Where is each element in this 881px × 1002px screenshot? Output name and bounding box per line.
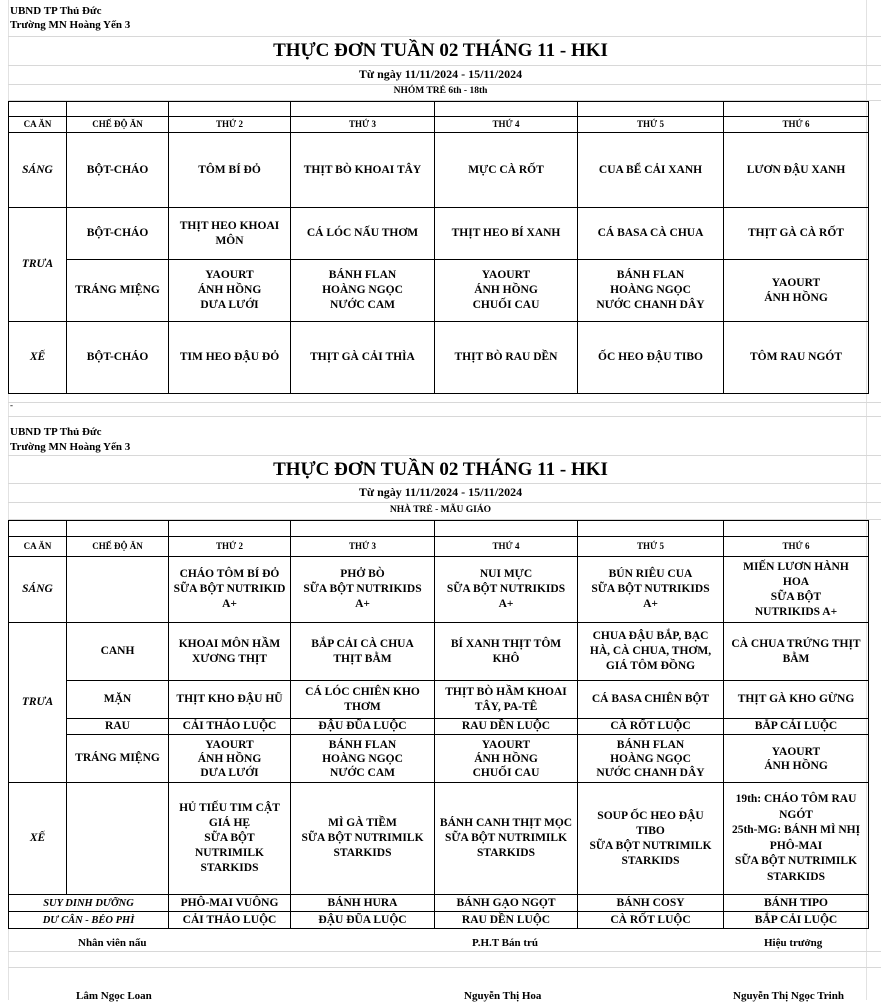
- menu-cell: KHOAI MÔN HẦM XƯƠNG THỊT: [169, 623, 291, 681]
- diet-label: RAU: [67, 719, 169, 735]
- gridline: [8, 36, 881, 37]
- gridline: [8, 416, 881, 417]
- menu-cell: BÁNH COSY: [578, 895, 724, 912]
- diet-label: SUY DINH DƯỠNG: [9, 895, 169, 912]
- menu-cell: BẮP CẢI LUỘC: [724, 719, 869, 735]
- table-row: [9, 322, 869, 394]
- menu-cell: CẢI THẢO LUỘC: [169, 719, 291, 735]
- gridline: [8, 65, 881, 66]
- diet-label: TRÁNG MIỆNG: [67, 735, 169, 783]
- diet-label: CANH: [67, 623, 169, 681]
- menu-cell: THỊT GÀ CẢI THÌA: [291, 322, 435, 394]
- menu-cell: SOUP ỐC HEO ĐẬU TIBO SỮA BỘT NUTRIMILK STARKIDS: [578, 783, 724, 895]
- menu-cell: CÀ RỐT LUỘC: [578, 719, 724, 735]
- table-row: [9, 681, 869, 719]
- menu-cell: THỊT HEO KHOAI MÔN: [169, 208, 291, 260]
- menu-cell: TIM HEO ĐẬU ĐỎ: [169, 322, 291, 394]
- menu-cell: MỰC CÀ RỐT: [435, 133, 578, 208]
- table-row: [9, 521, 869, 537]
- gridline: [8, 951, 881, 952]
- table-row: [9, 102, 869, 117]
- col-header: CA ĂN: [9, 117, 67, 133]
- meal-label: TRƯA: [9, 208, 67, 322]
- table-row: [9, 735, 869, 783]
- menu-cell: YAOURT ÁNH HỒNG CHUỐI CAU: [435, 260, 578, 322]
- menu-cell: BÁNH CANH THỊT MỌC SỮA BỘT NUTRIMILK STARKIDS: [435, 783, 578, 895]
- gridline: [8, 967, 881, 968]
- menu-cell: BÁNH GẠO NGỌT: [435, 895, 578, 912]
- diet-label: BỘT-CHÁO: [67, 322, 169, 394]
- menu-cell: BÁNH TIPO: [724, 895, 869, 912]
- school-name: Trường MN Hoàng Yến 3: [10, 19, 131, 31]
- col-header: THỨ 4: [435, 117, 578, 133]
- table-row: [9, 557, 869, 623]
- menu-cell: BÁNH FLAN HOÀNG NGỌC NƯỚC CHANH DÂY: [578, 260, 724, 322]
- menu-cell: YAOURT ÁNH HỒNG CHUỐI CAU: [435, 735, 578, 783]
- principal-title: Hiệu trưởng: [764, 937, 823, 949]
- menu-cell: YAOURT ÁNH HỒNG DƯA LƯỚI: [169, 260, 291, 322]
- menu-cell: CUA BỂ CẢI XANH: [578, 133, 724, 208]
- menu-cell: CẢI THẢO LUỘC: [169, 912, 291, 929]
- menu-cell: MÌ GÀ TIỀM SỮA BỘT NUTRIMILK STARKIDS: [291, 783, 435, 895]
- menu-cell: LƯƠN ĐẬU XANH: [724, 133, 869, 208]
- diet-label: BỘT-CHÁO: [67, 208, 169, 260]
- org-name: UBND TP Thủ Đức: [10, 426, 102, 438]
- vice-principal-name: Nguyễn Thị Hoa: [464, 990, 542, 1002]
- col-header: CHẾ ĐỘ ĂN: [67, 537, 169, 557]
- col-header: THỨ 2: [169, 117, 291, 133]
- cook-title: Nhân viên nấu: [78, 937, 147, 949]
- stray-mark: -: [10, 400, 13, 410]
- menu-cell: TÔM RAU NGÓT: [724, 322, 869, 394]
- gridline: [8, 84, 881, 85]
- menu-table-infant: [8, 101, 869, 394]
- menu-cell: CÁ LÓC CHIÊN KHO THƠM: [291, 681, 435, 719]
- menu-cell: 19th: CHÁO TÔM RAU NGÓT 25th-MG: BÁNH MÌ NHỊ PHÔ-MAI SỮA BỘT NUTRIMILK STARKIDS: [724, 783, 869, 895]
- col-header: THỨ 4: [435, 537, 578, 557]
- menu-cell: RAU DỀN LUỘC: [435, 719, 578, 735]
- menu-table-kindergarten: [8, 520, 869, 929]
- col-header: THỨ 6: [724, 537, 869, 557]
- menu-cell: YAOURT ÁNH HỒNG: [724, 260, 869, 322]
- menu-cell: CHÁO TÔM BÍ ĐỎ SỮA BỘT NUTRIKID A+: [169, 557, 291, 623]
- table-row: [9, 623, 869, 681]
- col-header: THỨ 6: [724, 117, 869, 133]
- meal-label: SÁNG: [9, 133, 67, 208]
- diet-label: MẶN: [67, 681, 169, 719]
- table-row: [9, 719, 869, 735]
- table-row: [9, 783, 869, 895]
- menu-title: THỰC ĐƠN TUẦN 02 THÁNG 11 - HKI: [273, 459, 608, 480]
- table-row: [9, 260, 869, 322]
- menu-cell: BÁNH FLAN HOÀNG NGỌC NƯỚC CAM: [291, 260, 435, 322]
- menu-cell: BẮP CẢI LUỘC: [724, 912, 869, 929]
- menu-cell: BÚN RIÊU CUA SỮA BỘT NUTRIKIDS A+: [578, 557, 724, 623]
- menu-cell: RAU DỀN LUỘC: [435, 912, 578, 929]
- col-header: THỨ 2: [169, 537, 291, 557]
- menu-cell: ĐẬU ĐŨA LUỘC: [291, 719, 435, 735]
- gridline: [8, 483, 881, 484]
- menu-cell: CÁ LÓC NẤU THƠM: [291, 208, 435, 260]
- menu-cell: THỊT BÒ KHOAI TÂY: [291, 133, 435, 208]
- menu-cell: BẮP CẢI CÀ CHUA THỊT BẰM: [291, 623, 435, 681]
- menu-cell: MIẾN LƯƠN HÀNH HOA SỮA BỘT NUTRIKIDS A+: [724, 557, 869, 623]
- meal-label: XẾ: [9, 783, 67, 895]
- date-range: Từ ngày 11/11/2024 - 15/11/2024: [358, 67, 523, 81]
- gridline: [8, 502, 881, 503]
- table-row: [9, 133, 869, 208]
- menu-cell: BÁNH FLAN HOÀNG NGỌC NƯỚC CHANH DÂY: [578, 735, 724, 783]
- menu-cell: BÍ XANH THỊT TÔM KHÔ: [435, 623, 578, 681]
- meal-label: TRƯA: [9, 623, 67, 783]
- menu-cell: CÁ BASA CÀ CHUA: [578, 208, 724, 260]
- menu-cell: TÔM BÍ ĐỎ: [169, 133, 291, 208]
- gridline: [8, 402, 881, 403]
- menu-cell: ỐC HEO ĐẬU TIBO: [578, 322, 724, 394]
- diet-label: DƯ CÂN - BÉO PHÌ: [9, 912, 169, 929]
- menu-cell: BÁNH HURA: [291, 895, 435, 912]
- diet-label: TRÁNG MIỆNG: [67, 260, 169, 322]
- col-header: THỨ 5: [578, 537, 724, 557]
- menu-cell: HỦ TIẾU TIM CẬT GIÁ HẸ SỮA BỘT NUTRIMILK STARKIDS: [169, 783, 291, 895]
- col-header: CA ĂN: [9, 537, 67, 557]
- school-name: Trường MN Hoàng Yến 3: [10, 441, 131, 453]
- menu-cell: ĐẬU ĐŨA LUỘC: [291, 912, 435, 929]
- col-header: CHẾ ĐỘ ĂN: [67, 117, 169, 133]
- menu-cell: PHÔ-MAI VUÔNG: [169, 895, 291, 912]
- menu-cell: NUI MỰC SỮA BỘT NUTRIKIDS A+: [435, 557, 578, 623]
- meal-label: SÁNG: [9, 557, 67, 623]
- col-header: THỨ 3: [291, 117, 435, 133]
- gridline: [8, 455, 881, 456]
- date-range: Từ ngày 11/11/2024 - 15/11/2024: [358, 485, 523, 499]
- table-header-row: [9, 537, 869, 557]
- menu-cell: YAOURT ÁNH HỒNG: [724, 735, 869, 783]
- table-row: [9, 208, 869, 260]
- menu-cell: CHUA ĐẬU BẮP, BẠC HÀ, CÀ CHUA, THƠM, GIÁ TÔM ĐỒNG: [578, 623, 724, 681]
- menu-cell: THỊT HEO BÍ XANH: [435, 208, 578, 260]
- age-group: NHÀ TRẺ - MẪU GIÁO: [389, 505, 492, 515]
- diet-label: [67, 783, 169, 895]
- table-header-row: [9, 117, 869, 133]
- menu-title: THỰC ĐƠN TUẦN 02 THÁNG 11 - HKI: [273, 40, 608, 61]
- meal-label: XẾ: [9, 322, 67, 394]
- col-header: THỨ 3: [291, 537, 435, 557]
- menu-cell: BÁNH FLAN HOÀNG NGỌC NƯỚC CAM: [291, 735, 435, 783]
- col-header: THỨ 5: [578, 117, 724, 133]
- menu-cell: THỊT BÒ HẦM KHOAI TÂY, PA-TÊ: [435, 681, 578, 719]
- menu-cell: THỊT GÀ CÀ RỐT: [724, 208, 869, 260]
- org-name: UBND TP Thủ Đức: [10, 5, 102, 17]
- cook-name: Lâm Ngọc Loan: [76, 990, 152, 1002]
- menu-cell: CÀ RỐT LUỘC: [578, 912, 724, 929]
- age-group: NHÓM TRẺ 6th - 18th: [393, 86, 488, 96]
- menu-cell: CÀ CHUA TRỨNG THỊT BẰM: [724, 623, 869, 681]
- principal-name: Nguyễn Thị Ngọc Trinh: [733, 990, 844, 1002]
- menu-cell: YAOURT ÁNH HỒNG DƯA LƯỚI: [169, 735, 291, 783]
- menu-cell: CÁ BASA CHIÊN BỘT: [578, 681, 724, 719]
- diet-label: [67, 557, 169, 623]
- table-row: [9, 895, 869, 912]
- menu-cell: PHỞ BÒ SỮA BỘT NUTRIKIDS A+: [291, 557, 435, 623]
- diet-label: BỘT-CHÁO: [67, 133, 169, 208]
- menu-cell: THỊT KHO ĐẬU HŨ: [169, 681, 291, 719]
- table-row: [9, 912, 869, 929]
- menu-cell: THỊT GÀ KHO GỪNG: [724, 681, 869, 719]
- vice-principal-title: P.H.T Bán trú: [472, 937, 539, 949]
- menu-cell: THỊT BÒ RAU DỀN: [435, 322, 578, 394]
